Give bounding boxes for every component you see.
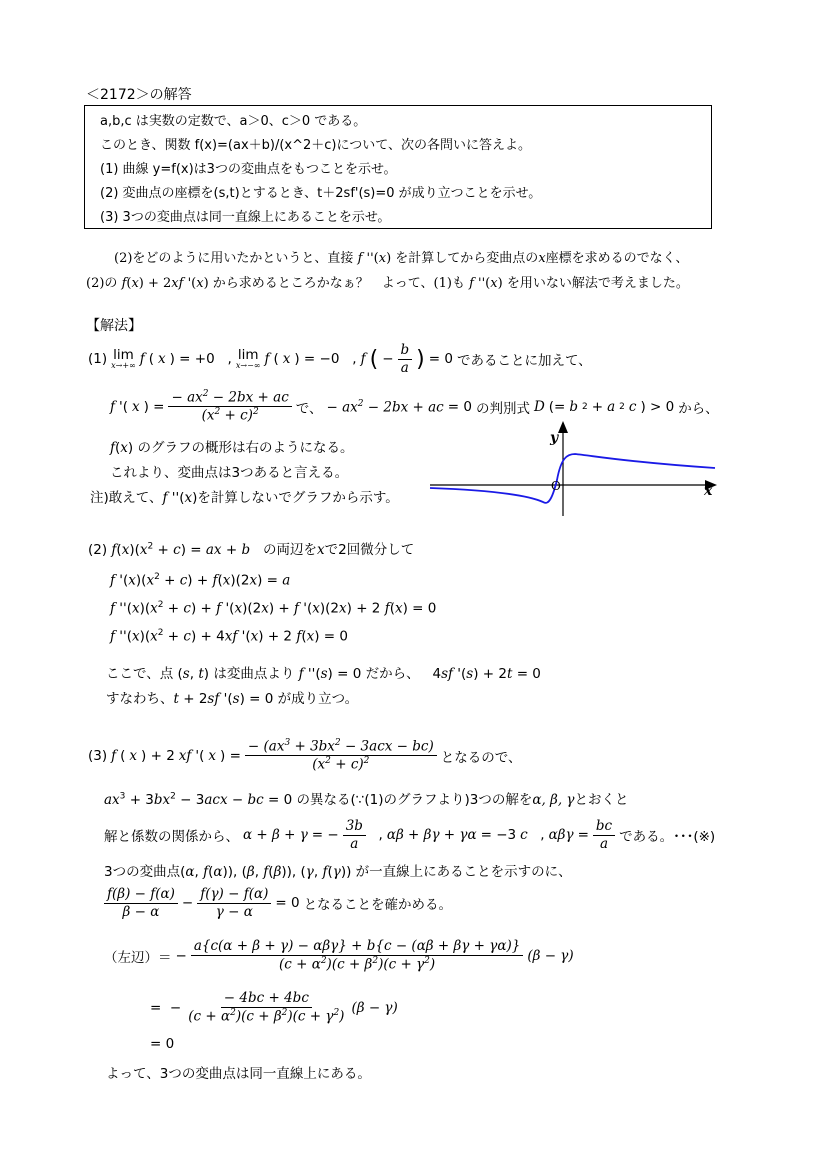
problem-line-1: a,b,c は実数の定数で、a＞0、c＞0 である。 (100, 114, 367, 129)
part3-line-3: 解と係数の関係から、 α + β + γ = − 3b a , αβ + βγ + γα = −3 c , αβγ = bc a である。･･･(※) (104, 818, 716, 852)
part1-line-1: (1) lim x→+∞ f ( x ) = +0 , lim x→−∞ f ( x ) = −0 , f ( − b a ) = 0 であることに加えて、 (88, 342, 592, 376)
part1-line-2: f '( x ) = − $ax^2 - 2bx$ + ac $(x^2 + c)^2$ で、 − $ax^2 - 2bx$ + ac = 0 の判別式 D (= b 2 + a 2 c ) > 0 から、 (110, 389, 719, 424)
page-title: ＜2172＞の解答 (86, 87, 192, 103)
part3-lhs-2: = − − 4bc + 4bc $(c + \alpha^2)(c + \beta^2)(c + \gamma^2)$ (β − γ) (150, 990, 398, 1025)
intro-line-2: (2)の f(x) + 2xf '(x) から求めるところかなぁ？ よって、(1)も f ''(x) を用いない解法で考えました。 (86, 276, 689, 291)
function-curve (430, 454, 715, 503)
part1-line-5: 注)敢えて、f ''(x)を計算しないでグラフから示す。 (90, 490, 399, 506)
y-axis-arrow-icon (558, 421, 568, 433)
intro-line-1: (2)をどのように用いたかというと、直接 f ''(x) を計算してから変曲点のx座標を求めるのでなく、 (114, 251, 689, 266)
part2-line-1: (2) $f(x)(x^2 + c)$ = ax + b の両辺をxで2回微分して (88, 541, 415, 558)
part1-line-3: f(x) のグラフの概形は右のようになる。 (110, 440, 354, 456)
problem-line-3: (1) 曲線 y=f(x)は3つの変曲点をもつことを示せ。 (100, 162, 397, 177)
part3-lhs-1: （左辺）＝ − a{c(α + β + γ) − αβγ} + b{c − (αβ + βγ + γα)} $(c + \alpha^2)(c + \beta^2)(c + \gamma^2)$ (β − γ) (104, 938, 574, 973)
part1-line-4: これより、変曲点は3つあると言える。 (110, 465, 349, 481)
part2-eq-3: f ''$(x)(x^2 + c) + 4xf$ '(x) + 2 f(x) = 0 (110, 628, 348, 645)
part3-line-2: $ax^3 + 3bx^2 - 3acx$ − bc = 0 の異なる(∵(1)のグラフより)3つの解をα, β, γとおくと (104, 791, 629, 808)
part3-line-4: 3つの変曲点(α, f(α)), (β, f(β)), (γ, f(γ)) が一直線上にあることを示すのに、 (104, 864, 572, 880)
problem-line-2: このとき、関数 f(x)=(ax＋b)/(x^2＋c)について、次の各問いに答えよ。 (100, 138, 531, 153)
part2-line-6: すなわち、t + 2sf '(s) = 0 が成り立つ。 (106, 691, 359, 707)
function-graph (425, 418, 725, 518)
origin-label: O (551, 479, 561, 493)
part3-lhs-3: = 0 (150, 1036, 175, 1052)
part2-eq-2: f ''$(x)(x^2 + c) + f$ '(x)(2x) + f '(x)(2x) + 2 f(x) = 0 (110, 600, 437, 617)
problem-line-4: (2) 変曲点の座標を(s,t)とするとき、t＋2sf'(s)=0 が成り立つことを示せ。 (100, 186, 542, 201)
y-axis-label: y (550, 430, 559, 446)
conclusion: よって、3つの変曲点は同一直線上にある。 (106, 1066, 371, 1082)
x-axis-label: x (704, 483, 713, 499)
problem-line-5: (3) 3つの変曲点は同一直線上にあることを示せ。 (100, 210, 391, 225)
part3-line-1: (3) f ( x ) + 2 xf '( x ) = − $(ax^3 + 3bx^2 - 3acx - bc)$ $(x^2 + c)^2$ となるので、 (88, 738, 522, 773)
method-heading: 【解法】 (86, 318, 142, 334)
part2-line-5: ここで、点 (s, t) は変曲点より f ''(s) = 0 だから、 4sf '(s) + 2t = 0 (106, 666, 541, 682)
part3-line-5: f(β) − f(α) β − α − f(γ) − f(α) γ − α = 0 となることを確かめる。 (104, 886, 452, 921)
part2-eq-1: f '$(x)(x^2 + c) + f(x)(2x) = a$ (110, 572, 291, 589)
